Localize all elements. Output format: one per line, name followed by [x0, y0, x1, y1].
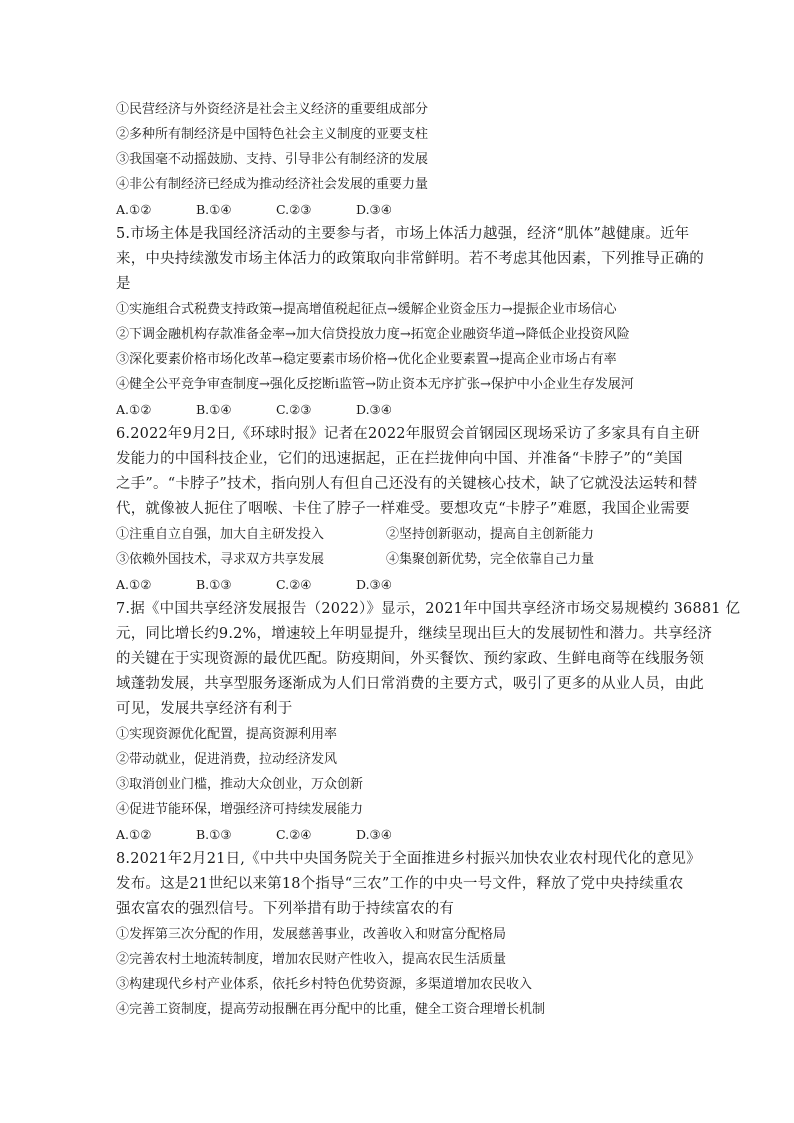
q6-stem-line-1: 6.2022年9月2日,《环球时报》记者在2022年服贸会首钢园区现场采访了多家具有自主研 [116, 426, 700, 442]
page-content [116, 97, 741, 1022]
q8-option-1: ①发挥第三次分配的作用，发展慈善事业，改善收入和财富分配格局 [116, 927, 507, 942]
q4-answer-d: D.③④ [356, 202, 392, 217]
q6-answer-d: D.③④ [356, 577, 392, 592]
q4-option-4: ④非公有制经济已经成为推动经济社会发展的重要力量 [116, 177, 429, 192]
q5-answer-b: B.①④ [196, 402, 232, 417]
q8-stem-line-3: 强农富农的强烈信号。下列举措有助于持续富农的有 [116, 901, 455, 917]
q4-answer-choices [116, 197, 681, 222]
q5-answer-d: D.③④ [356, 402, 392, 417]
q5-stem-line-1: 5.市场主体是我国经济活动的主要参与者，市场上体活力越强，经济“肌体”越健康。近年 [116, 226, 690, 242]
q5-stem-line-2: 来，中央持续激发市场主体活力的政策取向非常鲜明。若不考虑其他因素，下列推导正确的 [116, 251, 704, 267]
q5-option-4: ④健全公平竞争审查制度→强化反挖断i监管→防止资本无序扩张→保护中小企业生存发展河 [116, 377, 634, 392]
q6-option-1: ①注重自立自强，加大自主研发投入 [116, 527, 325, 542]
q5-answer-choices [116, 397, 681, 422]
q8-option-3: ③构建现代乡村产业体系，依托乡村特色优势资源，多渠道增加农民收入 [116, 977, 533, 992]
q6-answer-a: A.①② [116, 577, 152, 592]
q7-stem-line-1: 7.据《中国共享经济发展报告（2022）》显示，2021年中国共享经济市场交易规模约 36881 亿 [116, 601, 741, 617]
q4-option-2: ②多种所有制经济是中国特色社会主义制度的亚要支柱 [116, 127, 429, 142]
q7-option-2: ②带动就业，促进消费，拉动经济发风 [116, 752, 338, 767]
q8-option-4: ④完善工资制度，提高劳动报酬在再分配中的比重，健全工资合理增长机制 [116, 1002, 546, 1017]
q6-stem-line-2: 发能力的中国科技企业，它们的迅速据起，正在拦拢伸向中国、并准备“卡脖子”的“美国 [116, 451, 683, 467]
q5-stem-line-3: 是 [116, 276, 131, 292]
q6-answer-choices [116, 572, 681, 597]
q6-answer-b: B.①③ [196, 577, 232, 592]
q4-option-3: ③我国毫不动摇鼓励、支持、引导非公有制经济的发展 [116, 152, 429, 167]
q8-option-2: ②完善农村土地流转制度，增加农民财产性收入，提高农民生活质量 [116, 952, 507, 967]
q7-answer-c: C.②④ [276, 827, 312, 842]
q6-option-4: ④集聚创新优势，完全依靠自己力量 [386, 552, 595, 567]
q7-answer-choices [116, 822, 681, 847]
q6-options-row-1 [116, 522, 681, 547]
q7-stem-line-3: 的关键在于实现资源的最优匹配。防疫期间，外买餐饮、预约家政、生鲜电商等在线服务领 [116, 651, 704, 667]
q7-stem-line-5: 可见，发展共享经济有利于 [116, 701, 293, 717]
q4-answer-c: C.②③ [276, 202, 312, 217]
q5-option-2: ②下调金融机构存款准备金率→加大信贷投放力度→拓宽企业融资华道→降低企业投资风险 [116, 327, 630, 342]
q7-option-4: ④促进节能环保，增强经济可持续发展能力 [116, 802, 364, 817]
q7-answer-d: D.③④ [356, 827, 392, 842]
q7-option-1: ①实现资源优化配置，提高资源利用率 [116, 727, 338, 742]
q7-answer-b: B.①③ [196, 827, 232, 842]
q4-answer-b: B.①④ [196, 202, 232, 217]
q6-option-3: ③依赖外国技术，寻求双方共享发展 [116, 552, 325, 567]
q8-stem-line-1: 8.2021年2月21日,《中共中央国务院关于全面推进乡村振兴加快农业农村现代化的意见》 [116, 851, 701, 867]
q6-stem-line-3: 之手”。“卡脖子”技术，指向别人有但自己还没有的关键核心技术，缺了它就没法运转和替 [116, 476, 698, 492]
q8-stem-line-2: 发布。这是21世纪以来第18个指导“三农”工作的中央一号文件，释放了党中央持续重农 [116, 876, 684, 892]
q5-option-1: ①实施组合式税费支持政策→提高增值税起征点→缓解企业资金压力→提振企业市场信心 [116, 302, 617, 317]
q7-option-3: ③取消创业门槛，推动大众创业，万众创新 [116, 777, 364, 792]
q6-option-2: ②坚持创新驱动，提高自主创新能力 [386, 527, 595, 542]
q7-answer-a: A.①② [116, 827, 152, 842]
q7-stem-line-4: 域蓬勃发展，共享型服务逐渐成为人们日常消费的主要方式，吸引了更多的从业人员，由此 [116, 676, 704, 692]
q7-stem-line-2: 元，同比增长约9.2%，增速较上年明显提升，继续呈现出巨大的发展韧性和潜力。共享经济 [116, 626, 713, 642]
q6-options-row-2 [116, 547, 681, 572]
q5-answer-a: A.①② [116, 402, 152, 417]
q6-stem-line-4: 代，就像被人扼住了咽喉、卡住了脖子一样难受。要想攻克“卡脖子”难愿，我国企业需要 [116, 501, 690, 517]
q5-answer-c: C.②③ [276, 402, 312, 417]
q4-option-1: ①民营经济与外资经济是社会主义经济的重要组成部分 [116, 102, 429, 117]
q6-answer-c: C.②④ [276, 577, 312, 592]
q5-option-3: ③深化要素价格市场化改革→稳定要素市场价格→优化企业要素置→提高企业市场占有率 [116, 352, 617, 367]
q4-answer-a: A.①② [116, 202, 152, 217]
